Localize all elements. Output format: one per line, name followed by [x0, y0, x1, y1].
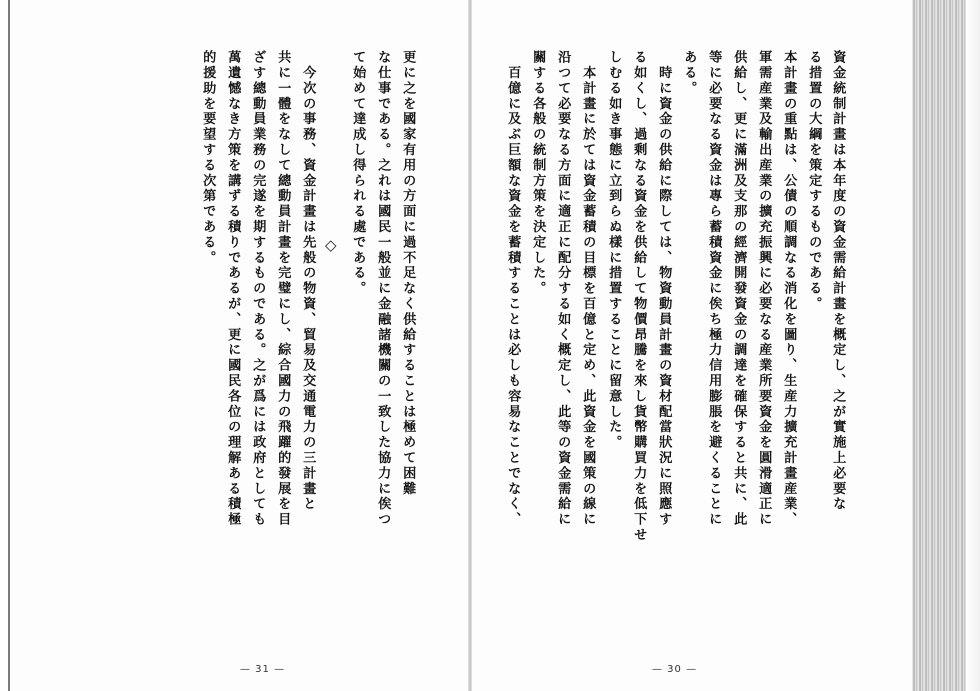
text-column: 沿つて必要なる方面に適正に配分する如く概定し、此等の資金需給に — [555, 50, 571, 528]
text-column: 關する各般の統制方策を決定した。 — [530, 50, 546, 297]
text-column: 軍需産業及輸出産業の擴充振興に必要なる産業所要資金を圓滑適正に — [756, 50, 772, 528]
text-column: る措置の大綱を策定するものである。 — [806, 50, 822, 312]
page-number: — 31 — — [240, 664, 286, 675]
text-column: 萬遺憾なき方策を講ずる積りであるが、更に國民各位の理解ある積極 — [225, 50, 241, 528]
text-column: 時に資金の供給に際しては、物資動員計畫の資材配當狀況に照應す — [656, 50, 672, 528]
text-column: 共に一體をなして總動員計畫を完璧にし、綜合國力の飛躍的發展を目 — [275, 50, 291, 528]
text-column: 百億に及ぶ巨額な資金を蓄積することは必しも容易なことでなく、 — [505, 50, 521, 528]
section-separator: ◇ — [325, 236, 337, 254]
text-column: 等に必要なる資金は專ら蓄積資金に俟ち極力信用膨脹を避くることに — [706, 50, 722, 528]
text-column: ある。 — [681, 50, 697, 97]
text-column: 今次の事務、資金計畫は先般の物資、貿易及交通電力の三計畫と — [300, 50, 316, 512]
text-column: 資金統制計畫は本年度の資金需給計畫を概定し、之が實施上必要な — [830, 50, 846, 512]
text-column: 本計畫の重點は、公債の順調なる消化を圖り、生産力擴充計畫産業、 — [781, 50, 797, 528]
text-column: 的援助を要望する次第である。 — [200, 50, 216, 266]
text-column: て始めて達成し得られる處である。 — [350, 50, 366, 297]
page-number: — 30 — — [652, 664, 698, 675]
text-column: 更に之を國家有用の方面に過不足なく供給することは極めて困難 — [400, 50, 416, 497]
text-column: る如くし、過剩なる資金を供給して物價昂騰を來し貨幣購買力を低下せ — [631, 50, 647, 543]
text-column: 供給し、更に滿洲及支那の經濟開發資金の調達を確保すると共に、此 — [731, 50, 747, 528]
text-column: 本計畫に於ては資金蓄積の目標を百億と定め、此資金を國策の線に — [580, 50, 596, 528]
text-column: しむる如き事態に立到らぬ樣に措置することに留意した。 — [606, 50, 622, 451]
text-column: ざす總動員業務の完遂を期するものである。之が爲には政府としても — [250, 50, 266, 528]
text-column: な仕事である。之れは國民一般並に金融諸機關の一致した協力に俟つ — [375, 50, 391, 528]
page-edges — [912, 0, 980, 691]
